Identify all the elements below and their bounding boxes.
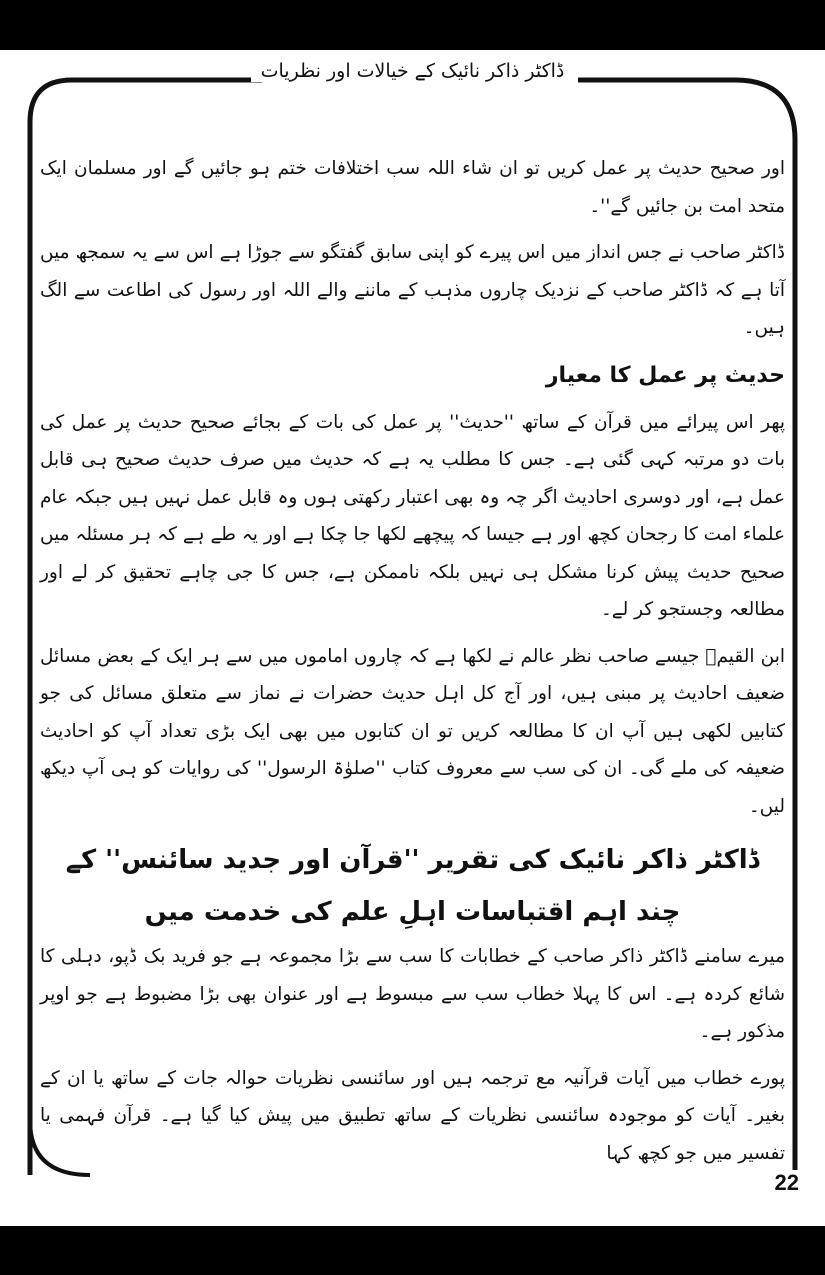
paragraph-2: ڈاکٹر صاحب نے جس انداز میں اس پیرے کو اپنی سابق گفتگو سے جوڑا ہے اس سے یہ سمجھ میں آتا ہے کہ ڈاکٹر صاحب کے نزدیک چاروں مذہب کے ماننے والے اللہ اور رسول کی اطاعت سے الگ ہیں۔ (40, 242, 785, 338)
paragraph-6: پورے خطاب میں آیات قرآنیہ مع ترجمہ ہیں اور سائنسی نظریات حوالہ جات کے ساتھ یا ان کے بغیر۔ آیات کو موجودہ سائنسی نظریات کے ساتھ تطبیق میں پیش کیا گیا ہے۔ قرآن فہمی یا تفسیر میں جو کچھ کہا (40, 1067, 785, 1164)
body-text (40, 150, 785, 1181)
document-page (0, 50, 825, 1226)
running-header (0, 60, 825, 82)
paragraph-4: ابن القیمؒ جیسے صاحب نظر عالم نے لکھا ہے کہ چاروں اماموں میں سے ہر ایک کے بعض مسائل ضعیف احادیث پر مبنی ہیں، اور آج کل اہل حدیث حضرات نے نماز سے متعلق مسائل کی جو کتابیں لکھی ہیں آپ ان کا مطالعہ کریں تو ان کتابوں میں بھی ایک بڑی تعداد آپ کو احادیث ضعیفہ کی ملے گی۔ ان کی سب سے معروف کتاب ''صلوٰۃ الرسول'' کی روایات کو ہی آپ دیکھ لیں۔ (40, 645, 785, 817)
paragraph-1: اور صحیح حدیث پر عمل کریں تو ان شاء اللہ سب اختلافات ختم ہو جائیں گے اور مسلمان ایک متحد امت بن جائیں گے''۔ (40, 158, 785, 217)
paragraph-3: پھر اس پیرائے میں قرآن کے ساتھ ''حدیث'' پر عمل کی بات کے بجائے صحیح حدیث پر عمل کی بات دو مرتبہ کہی گئی ہے۔ جس کا مطلب یہ ہے کہ حدیث میں صرف حدیث صحیح ہی قابل عمل ہے، اور دوسری احادیث اگر چہ وہ بھی اعتبار رکھتی ہوں وہ قابل عمل نہیں ہیں جبکہ عام علماء امت کا رجحان کچھ اور ہے جیسا کہ پیچھے لکھا جا چکا ہے اور یہ طے ہے کہ ہر مسئلہ میں صحیح حدیث پیش کرنا مشکل ہی نہیں بلکہ ناممکن ہے، جس کا جی چاہے تحقیق کر لے اور مطالعہ وجستجو کر لے۔ (40, 411, 785, 620)
section-heading-line-1: ڈاکٹر ذاکر نائیک کی تقریر ''قرآن اور جدید سائنس'' کے (65, 845, 760, 875)
section-heading-line-2: چند اہم اقتباسات اہلِ علم کی خدمت میں (144, 897, 681, 927)
header-title-text: ڈاکٹر ذاکر نائیک کے خیالات اور نظریات (251, 60, 575, 82)
paragraph-5: میرے سامنے ڈاکٹر ذاکر صاحب کے خطابات کا سب سے بڑا مجموعہ ہے جو فرید بک ڈپو، دہلی کا شائع کردہ ہے۔ اس کا پہلا خطاب سب سے مبسوط ہے اور عنوان بھی بڑا مضبوط ہے جو اوپر مذکور ہے۔ (40, 946, 785, 1042)
page-number: 22 (774, 1170, 799, 1195)
section-heading-hadith-standard: حدیث پر عمل کا معیار (545, 362, 785, 388)
